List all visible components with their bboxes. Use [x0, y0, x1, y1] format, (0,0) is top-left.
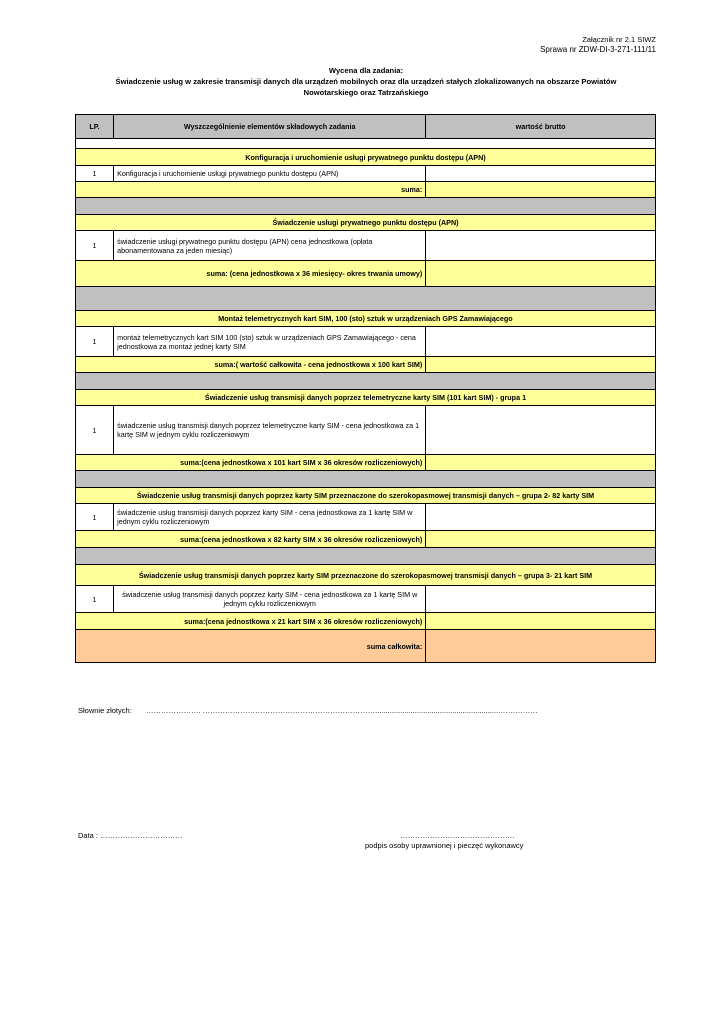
item-number: 1	[76, 166, 114, 182]
item-row	[76, 586, 656, 613]
words-field[interactable]: …………………. ……………………………………………………………............................................................……………	[146, 706, 538, 715]
sum-label: suma:(cena jednostkowa x 101 kart SIM x 36 okresów rozliczeniowych)	[76, 455, 426, 471]
total-row	[76, 630, 656, 663]
signature-caption: podpis osoby uprawnionej i pieczęć wykonawcy	[365, 841, 524, 850]
section-title-row	[76, 311, 656, 327]
item-description: świadczenie usług transmisji danych poprzez karty SIM - cena jednostkowa za 1 kartę SIM w jednym cyklu rozliczeniowym	[114, 586, 426, 613]
item-number: 1	[76, 504, 114, 531]
section-title-row	[76, 215, 656, 231]
section-title: Świadczenie usługi prywatnego punktu dostępu (APN)	[76, 215, 656, 231]
item-number: 1	[76, 327, 114, 357]
value-cell[interactable]	[426, 586, 656, 613]
words-label: Słownie złotych:	[78, 706, 132, 715]
item-description: świadczenie usług transmisji danych poprzez telemetryczne karty SIM - cena jednostkowa za 1 kartę SIM w jednym cyklu rozliczeniowym	[114, 406, 426, 455]
item-row	[76, 406, 656, 455]
sum-value-cell[interactable]	[426, 357, 656, 373]
sum-row	[76, 613, 656, 630]
case-number: Sprawa nr ZDW-DI-3-271-111/11	[540, 45, 656, 54]
separator-row	[76, 548, 656, 565]
title-line-3: Nowotarskiego oraz Tatrzańskiego	[303, 88, 429, 97]
section-title-row	[76, 565, 656, 586]
value-cell[interactable]	[426, 231, 656, 261]
header-lp: LP.	[76, 115, 114, 139]
separator-row	[76, 471, 656, 488]
item-description: świadczenie usług transmisji danych poprzez karty SIM - cena jednostkowa za 1 kartę SIM w jednym cyklu rozliczeniowym	[114, 504, 426, 531]
total-label: suma całkowita:	[76, 630, 426, 663]
sum-label: suma: (cena jednostkowa x 36 miesięcy- okres trwania umowy)	[76, 261, 426, 287]
item-number: 1	[76, 231, 114, 261]
total-value-cell[interactable]	[426, 630, 656, 663]
item-description: montaż telemetrycznych kart SIM 100 (sto) sztuk w urządzeniach GPS Zamawiającego - cena jednostkowa za montaż jednej karty SIM	[114, 327, 426, 357]
item-number: 1	[76, 586, 114, 613]
sum-label: suma:(cena jednostkowa x 82 karty SIM x 36 okresów rozliczeniowych)	[76, 531, 426, 548]
item-number: 1	[76, 406, 114, 455]
item-description: Konfiguracja i uruchomienie usługi prywatnego punktu dostępu (APN)	[114, 166, 426, 182]
section-title-row	[76, 149, 656, 166]
item-row	[76, 327, 656, 357]
section-title-row	[76, 390, 656, 406]
section-title: Świadczenie usług transmisji danych poprzez karty SIM przeznaczone do szerokopasmowej transmisji danych – grupa 2- 82 karty SIM	[76, 488, 656, 504]
sum-row	[76, 182, 656, 198]
title-line-2: Świadczenie usług w zakresie transmisji danych dla urządzeń mobilnych oraz dla urządzeń stałych zlokalizowanych na obszarze Powiatów	[115, 77, 617, 86]
sum-value-cell[interactable]	[426, 182, 656, 198]
sum-row	[76, 455, 656, 471]
item-row	[76, 231, 656, 261]
sum-row	[76, 357, 656, 373]
sum-label: suma:( wartość całkowita - cena jednostkowa x 100 kart SIM)	[76, 357, 426, 373]
section-title: Montaż telemetrycznych kart SIM, 100 (sto) sztuk w urządzeniach GPS Zamawiającego	[76, 311, 656, 327]
separator-row	[76, 287, 656, 311]
sum-value-cell[interactable]	[426, 455, 656, 471]
table-header-row	[76, 115, 656, 139]
value-cell[interactable]	[426, 327, 656, 357]
date-field[interactable]: Data : ……………………………	[78, 831, 183, 840]
sum-row	[76, 261, 656, 287]
section-title: Świadczenie usług transmisji danych poprzez telemetryczne karty SIM (101 kart SIM) - grupa 1	[76, 390, 656, 406]
sum-label: suma:(cena jednostkowa x 21 kart SIM x 36 okresów rozliczeniowych)	[76, 613, 426, 630]
header-description: Wyszczególnienie elementów składowych zadania	[114, 115, 426, 139]
item-row	[76, 504, 656, 531]
sum-row	[76, 531, 656, 548]
sum-label: suma:	[76, 182, 426, 198]
header-gross-value: wartość brutto	[426, 115, 656, 139]
section-title: Świadczenie usług transmisji danych poprzez karty SIM przeznaczone do szerokopasmowej transmisji danych – grupa 3- 21 kart SIM	[76, 565, 656, 586]
item-description: świadczenie usługi prywatnego punktu dostępu (APN) cena jednostkowa (opłata abonamentowana za jeden miesiąc)	[114, 231, 426, 261]
value-cell[interactable]	[426, 504, 656, 531]
sum-value-cell[interactable]	[426, 531, 656, 548]
value-cell[interactable]	[426, 406, 656, 455]
attachment-label: Załącznik nr 2.1 SIWZ	[582, 35, 656, 44]
sum-value-cell[interactable]	[426, 613, 656, 630]
section-title: Konfiguracja i uruchomienie usługi prywatnego punktu dostępu (APN)	[76, 149, 656, 166]
title-line-1: Wycena dla zadania:	[328, 66, 404, 75]
item-row	[76, 166, 656, 182]
pricing-table	[75, 114, 656, 663]
sum-value-cell[interactable]	[426, 261, 656, 287]
signature-field[interactable]: ……………………………………….	[400, 831, 515, 840]
value-cell[interactable]	[426, 166, 656, 182]
spacer-row	[76, 139, 656, 149]
section-title-row	[76, 488, 656, 504]
separator-row	[76, 198, 656, 215]
separator-row	[76, 373, 656, 390]
